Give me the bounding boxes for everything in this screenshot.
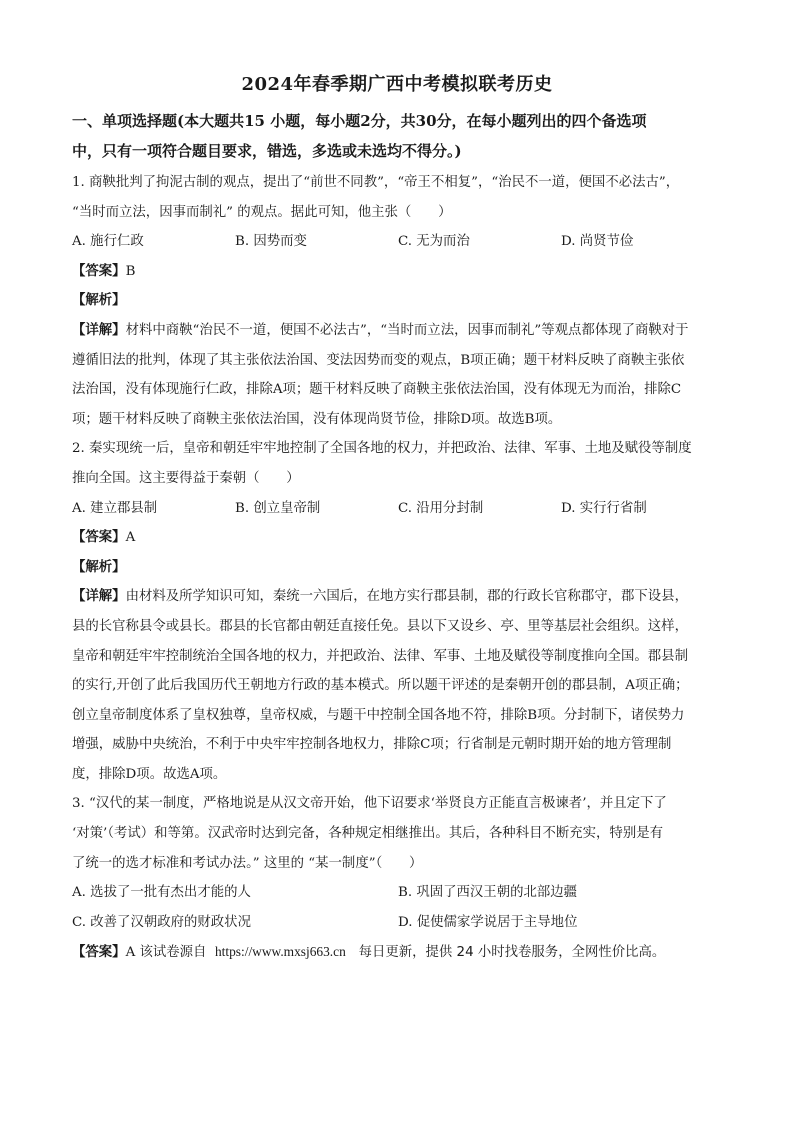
section-heading <box>72 106 732 165</box>
detail-label: 【详解】 <box>72 588 126 605</box>
question-1 <box>72 168 724 434</box>
questions-content <box>72 168 724 967</box>
question-2-option-a: A. 建立郡县制 <box>72 500 158 516</box>
question-1-answer <box>72 257 724 287</box>
question-3-stem-line-3: 了统一的选才标准和考试办法。” 这里的 “某一制度”（ ） <box>72 855 423 871</box>
question-1-stem-line-2: “当时而立法，因事而制礼” 的观点。据此可知，他主张（ ） <box>72 204 452 220</box>
question-2-detail-line-6: 增强，威胁中央统治，不利于中央牢牢控制各地权力，排除C项；行省制是元朝时期开始的地方管理制 <box>72 737 672 753</box>
question-1-detail-line-3: 法治国，没有体现施行仁政，排除A项；题干材料反映了商鞅主张依法治国，没有体现无为而治，排除C <box>72 382 682 398</box>
question-3-option-b: B. 巩固了西汉王朝的北部边疆 <box>398 885 578 901</box>
question-1-detail-line-2: 遵循旧法的批判，体现了其主张依法治国、变法因势而变的观点，B项正确；题干材料反映了商鞅主张依 <box>72 352 685 368</box>
answer-value: A <box>125 530 136 546</box>
detail-text: 由材料及所学知识可知，秦统一六国后，在地方实行郡县制，郡的行政长官称郡守，郡下设县， <box>125 589 688 605</box>
question-3-stem-line-1: 3. “汉代的某一制度，严格地说是从汉文帝开始，他下诏要求‘举贤良方正能直言极谏者’，并且定下了 <box>72 796 667 812</box>
question-2-detail-line-2: 县的长官称县令或县长。郡县的长官都由朝廷直接任免。县以下又设乡、亭、里等基层社会组织。这样， <box>72 618 688 634</box>
page-title: 2024年春季期广西中考模拟联考历史 <box>241 74 553 95</box>
question-2 <box>72 434 724 789</box>
source-note: 该试卷源自 <box>139 945 207 961</box>
question-2-option-c: C. 沿用分封制 <box>398 500 484 516</box>
question-3-option-c: C. 改善了汉朝政府的财政状况 <box>72 914 251 930</box>
question-2-answer <box>72 523 724 553</box>
detail-text: 材料中商鞅“治民不一道，便国不必法古”，“当时而立法，因事而制礼”等观点都体现了商鞅对于 <box>125 322 689 338</box>
answer-value: A <box>125 945 136 961</box>
question-3-option-d: D. 促使儒家学说居于主导地位 <box>398 914 578 930</box>
answer-label: 【答案】 <box>72 529 126 546</box>
question-1-option-b: B. 因势而变 <box>235 234 307 250</box>
section-heading-line-2: 中，只有一项符合题目要求，错选，多选或未选均不得分。) <box>72 141 462 160</box>
question-2-detail-line-7: 度，排除D项。故选A项。 <box>72 766 227 782</box>
question-2-detail-line-3: 皇帝和朝廷牢牢控制统治全国各地的权力，并把政治、法律、军事、土地及赋役等制度推向全国。郡县制 <box>72 648 688 664</box>
question-2-analysis-label: 【解析】 <box>72 558 126 575</box>
question-2-stem-line-1: 2. 秦实现统一后，皇帝和朝廷牢牢地控制了全国各地的权力，并把政治、法律、军事、土地及赋役等制度 <box>72 441 692 457</box>
question-2-detail-line-4: 的实行,开创了此后我国历代王朝地方行政的基本模式。所以题干评述的是秦朝开创的郡县制，A项正确； <box>72 678 689 694</box>
question-2-options <box>72 494 724 524</box>
question-1-option-c: C. 无为而治 <box>398 234 470 250</box>
question-3-stem-line-2: ‘对策’（考试）和等第。汉武帝时达到完备，各种规定相继推出。其后，各种科目不断充实，特别是有 <box>72 826 663 842</box>
question-3-options-row-1 <box>72 878 724 908</box>
question-1-option-a: A. 施行仁政 <box>72 234 144 250</box>
question-3-option-a: A. 选拔了一批有杰出才能的人 <box>72 885 251 901</box>
question-2-option-d: D. 实行行省制 <box>561 500 647 516</box>
source-tail: 每日更新，提供 24 小时找卷服务，全网性价比高。 <box>358 945 666 961</box>
question-2-detail-line-5: 创立皇帝制度体系了皇权独尊，皇帝权威，与题干中控制全国各地不符，排除B项。分封制下，诸侯势力 <box>72 707 685 723</box>
question-2-stem-line-2: 推向全国。这主要得益于秦朝（ ） <box>72 470 300 486</box>
question-3-answer <box>72 937 724 967</box>
question-1-stem-line-1: 1. 商鞅批判了拘泥古制的观点，提出了“前世不同教”，“帝王不相复”，“治民不一道，便国不必法古”， <box>72 175 680 190</box>
source-link[interactable]: https://www.mxsj663.cn <box>214 944 346 960</box>
question-3 <box>72 789 724 967</box>
question-3-options-row-2 <box>72 908 724 938</box>
answer-label: 【答案】 <box>72 262 126 279</box>
answer-label: 【答案】 <box>72 944 126 961</box>
question-2-detail-line-1 <box>72 582 724 612</box>
section-heading-line-1: 一、单项选择题(本大题共15 小题，每小题2分，共30分，在每小题列出的四个备选项 <box>72 112 647 130</box>
question-1-option-d: D. 尚贤节俭 <box>561 234 634 250</box>
question-1-options <box>72 227 724 257</box>
question-1-detail-line-4: 项；题干材料反映了商鞅主张依法治国，没有体现尚贤节俭，排除D项。故选B项。 <box>72 411 562 427</box>
answer-value: B <box>125 263 136 279</box>
question-2-option-b: B. 创立皇帝制 <box>235 500 321 516</box>
question-1-detail-line-1 <box>72 316 724 346</box>
question-1-analysis-label: 【解析】 <box>72 292 126 309</box>
detail-label: 【详解】 <box>72 321 126 338</box>
